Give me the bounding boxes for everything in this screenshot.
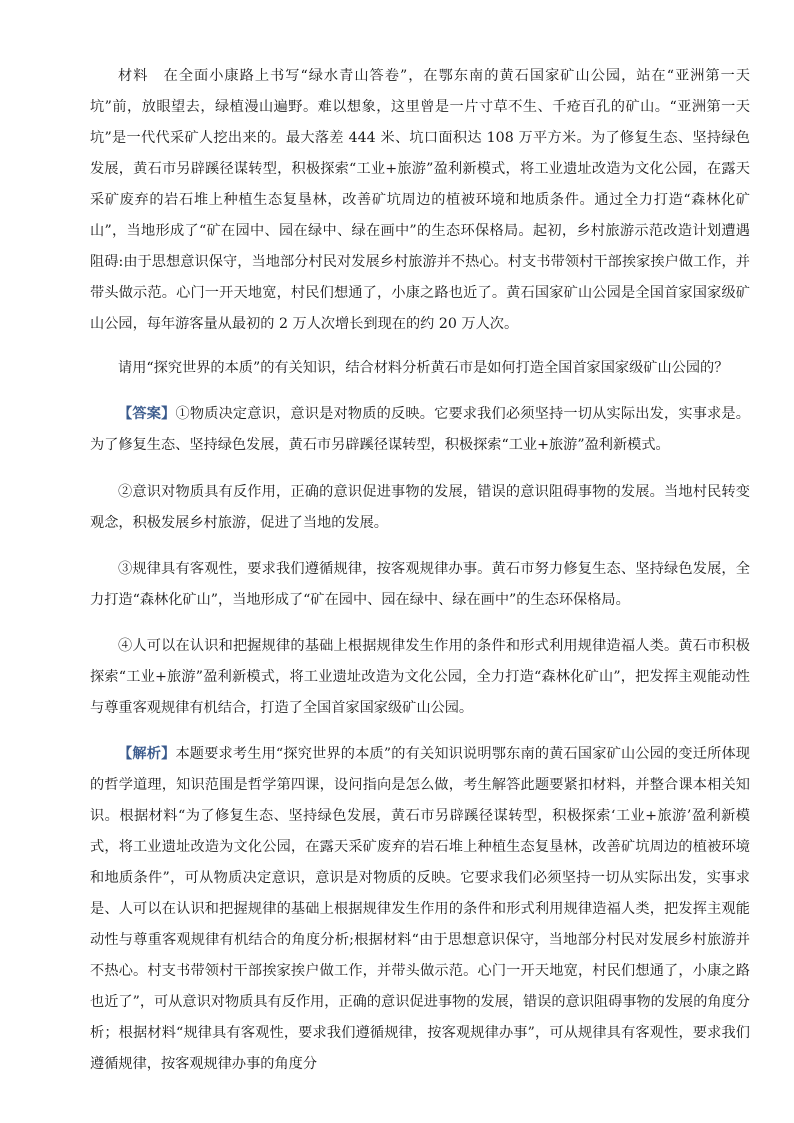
answer-point-4: ④人可以在认识和把握规律的基础上根据规律发生作用的条件和形式利用规律造福人类。黄石市积极探索“工业+旅游”盈利新模式，将工业遗址改造为文化公园，全力打造“森林化矿山”，把发挥主观能动性与尊重客观规律有机结合，打造了全国首家国家级矿山公园。: [90, 638, 750, 716]
answer-label: 【答案】: [118, 406, 176, 422]
analysis-paragraph: [90, 739, 750, 1080]
answer-point-1-text: ①物质决定意识，意识是对物质的反映。它要求我们必须坚持一切从实际出发，实事求是。为了修复生态、坚持绿色发展，黄石市另辟蹊径谋转型，积极探索“工业+旅游”盈利新模式。: [90, 406, 750, 453]
answer-point-3: ③规律具有客观性，要求我们遵循规律，按客观规律办事。黄石市努力修复生态、坚持绿色发展，全力打造“森林化矿山”，当地形成了“矿在园中、园在绿中、绿在画中”的生态环保格局。: [90, 561, 750, 608]
analysis-text: 本题要求考生用“探究世界的本质”的有关知识说明鄂东南的黄石国家矿山公园的变迁所体现的哲学道理，知识范围是哲学第四课，设问指向是怎么做，考生解答此题要紧扣材料，并整合课本相关知识。根据材料“为了修复生态、坚持绿色发展，黄石市另辟蹊径谋转型，积极探索‘工业+旅游’盈利新模式，将工业遗址改造为文化公园，在露天采矿废弃的岩石堆上种植生态复垦林，改善矿坑周边的植被环境和地质条件”，可从物质决定意识，意识是对物质的反映。它要求我们必须坚持一切从实际出发，实事求是、人可以在认识和把握规律的基础上根据规律发生作用的条件和形式利用规律造福人类，把发挥主观能动性与尊重客观规律有机结合的角度分析;根据材料“由于思想意识保守，当地部分村民对发展乡村旅游并不热心。村支书带领村干部挨家挨户做工作，并带头做示范。心门一开天地宽，村民们想通了，小康之路也近了”，可从意识对物质具有反作用，正确的意识促进事物的发展，错误的意识阻碍事物的发展的角度分析；根据材料“规律具有客观性，要求我们遵循规律，按客观规律办事”，可从规律具有客观性，要求我们遵循规律，按客观规律办事的角度分: [90, 746, 750, 1072]
material-paragraph: 材料 在全面小康路上书写“绿水青山答卷”，在鄂东南的黄石国家矿山公园，站在“亚洲第一天坑”前，放眼望去，绿植漫山遍野。难以想象，这里曾是一片寸草不生、千疮百孔的矿山。“亚洲第一天坑”是一代代采矿人挖出来的。最大落差 444 米、坑口面积达 108 万平方米。为了修复生态、坚持绿色发展，黄石市另辟蹊径谋转型，积极探索“工业+旅游”盈利新模式，将工业遗址改造为文化公园，在露天采矿废弃的岩石堆上种植生态复垦林，改善矿坑周边的植被环境和地质条件。通过全力打造“森林化矿山”，当地形成了“矿在园中、园在绿中、绿在画中”的生态环保格局。起初，乡村旅游示范改造计划遭遇阻碍:由于思想意识保守，当地部分村民对发展乡村旅游并不热心。村支书带领村干部挨家挨户做工作，并带头做示范。心门一开天地宽，村民们想通了，小康之路也近了。黄石国家矿山公园是全国首家国家级矿山公园，每年游客量从最初的 2 万人次增长到现在的约 20 万人次。: [90, 68, 750, 332]
answer-point-2: ②意识对物质具有反作用，正确的意识促进事物的发展，错误的意识阻碍事物的发展。当地村民转变观念，积极发展乡村旅游，促进了当地的发展。: [90, 484, 750, 531]
analysis-label: 【解析】: [118, 746, 176, 762]
answer-point-1: [90, 399, 750, 461]
question-paragraph: 请用“探究世界的本质”的有关知识，结合材料分析黄石市是如何打造全国首家国家级矿山公园的？: [118, 360, 729, 376]
